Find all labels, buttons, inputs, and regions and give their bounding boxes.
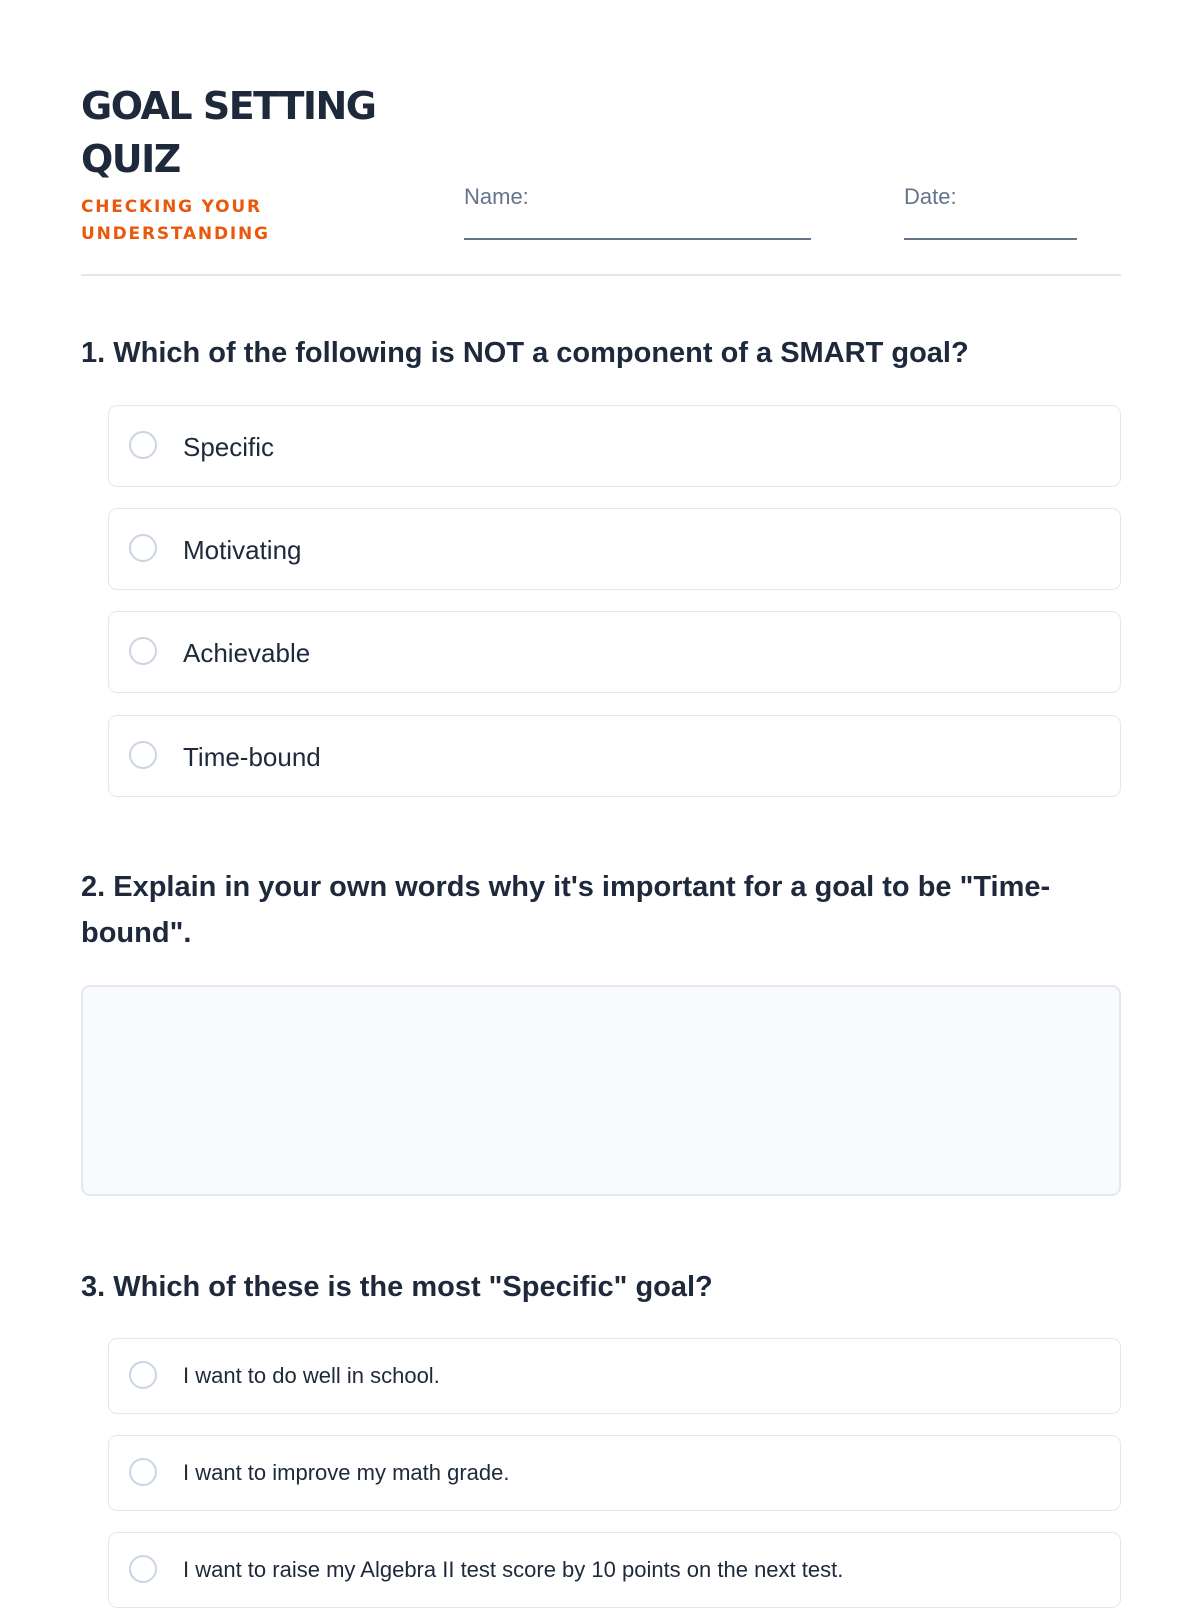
option-label: I want to improve my math grade. (183, 1460, 510, 1485)
radio-button[interactable] (129, 637, 157, 665)
question-3-prompt: 3. Which of these is the most "Specific" goal? (81, 1271, 713, 1303)
quiz-title: GOAL SETTING QUIZ (81, 84, 376, 181)
question-1-option-achievable[interactable] (108, 611, 1121, 693)
option-label: Time-bound (183, 742, 321, 772)
question-2-answer-box[interactable] (81, 985, 1121, 1196)
radio-button[interactable] (129, 534, 157, 562)
question-3-option-b[interactable] (108, 1435, 1121, 1511)
radio-button[interactable] (129, 741, 157, 769)
option-label: I want to raise my Algebra II test score by 10 points on the next test. (183, 1557, 844, 1582)
question-2-prompt: 2. Explain in your own words why it's important for a goal to be "Time-bound". (81, 871, 1051, 949)
quiz-header (81, 0, 1121, 276)
question-3-option-a[interactable] (108, 1338, 1121, 1414)
option-label: Achievable (183, 638, 311, 668)
quiz-subtitle: CHECKING YOUR UNDERSTANDING (81, 197, 270, 244)
question-1-prompt: 1. Which of the following is NOT a component of a SMART goal? (81, 337, 969, 369)
question-1-option-motivating[interactable] (108, 508, 1121, 590)
name-field[interactable] (464, 238, 811, 240)
option-label: Motivating (183, 535, 302, 565)
option-label: I want to do well in school. (183, 1363, 440, 1388)
question-1-option-specific[interactable] (108, 405, 1121, 487)
date-label: Date: (904, 184, 957, 209)
date-field[interactable] (904, 238, 1077, 240)
name-label: Name: (464, 184, 529, 209)
question-1-option-time-bound[interactable] (108, 715, 1121, 797)
radio-button[interactable] (129, 1361, 157, 1389)
radio-button[interactable] (129, 1555, 157, 1583)
option-label: Specific (183, 432, 275, 462)
question-3-option-c[interactable] (108, 1532, 1121, 1608)
radio-button[interactable] (129, 1458, 157, 1486)
quiz-page (81, 0, 1121, 1582)
radio-button[interactable] (129, 431, 157, 459)
